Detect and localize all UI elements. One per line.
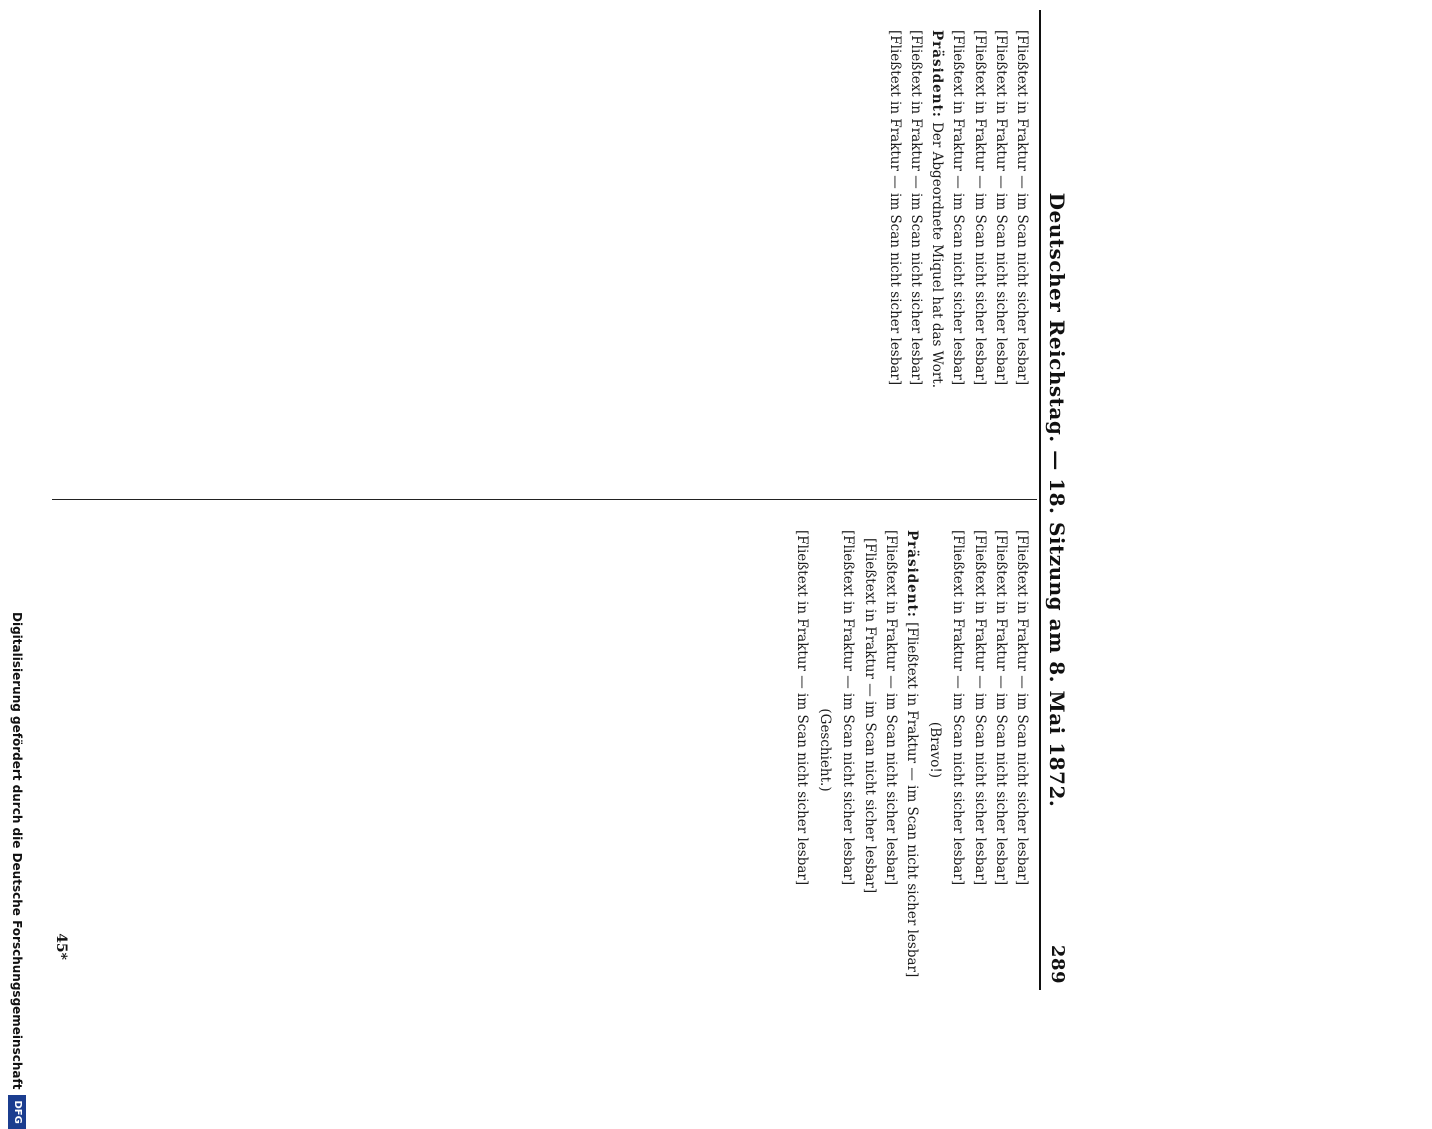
paragraph: [Fließtext in Fraktur — im Scan nicht sicher lesbar] [950, 30, 967, 386]
stage-note: (Geschieht.) [817, 708, 834, 792]
speaker-line [927, 12, 946, 488]
scanned-page [40, 0, 1085, 1000]
president-text: [Fließtext in Fraktur — im Scan nicht sicher lesbar] [903, 622, 920, 978]
paragraph: [Fließtext in Fraktur — im Scan nicht sicher lesbar] [1014, 530, 1030, 886]
applause-note: (Bravo!) [927, 721, 944, 779]
motion-text: [Fließtext in Fraktur — im Scan nicht sicher lesbar] [861, 538, 878, 894]
president-label: Präsident: [903, 530, 920, 618]
column-divider [52, 499, 1037, 500]
sheet-signature: 45* [53, 933, 69, 960]
running-head-title: Deutscher Reichstag. — 18. Sitzung am 8. Mai 1872. [1045, 192, 1069, 808]
paragraph: [Fließtext in Fraktur — im Scan nicht sicher lesbar] [971, 30, 988, 386]
vote-call: [Fließtext in Fraktur — im Scan nicht sicher lesbar] [840, 530, 857, 886]
speaker-label: Präsident: [929, 30, 946, 118]
page-number: 289 [1047, 944, 1068, 984]
running-head [1045, 10, 1077, 990]
paragraph: [Fließtext in Fraktur — im Scan nicht sicher lesbar] [886, 30, 903, 386]
paragraph: [Fließtext in Fraktur — im Scan nicht sicher lesbar] [971, 530, 988, 886]
dfg-logo-icon: DFG [8, 1095, 26, 1128]
paragraph: [Fließtext in Fraktur — im Scan nicht sicher lesbar] [950, 530, 967, 886]
paragraph: [Fließtext in Fraktur — im Scan nicht sicher lesbar] [1014, 30, 1030, 386]
president-line [902, 512, 921, 988]
header-rule [1039, 10, 1041, 990]
digitization-credit [6, 612, 28, 1124]
paragraph: [Fließtext in Fraktur — im Scan nicht sicher lesbar] [992, 30, 1009, 386]
paragraph: [Fließtext in Fraktur — im Scan nicht sicher lesbar] [907, 30, 924, 386]
paragraph: [Fließtext in Fraktur — im Scan nicht sicher lesbar] [992, 530, 1009, 886]
vote-result: [Fließtext in Fraktur — im Scan nicht sicher lesbar] [793, 530, 810, 886]
motion-intro: [Fließtext in Fraktur — im Scan nicht sicher lesbar] [882, 530, 899, 886]
credit-text: Digitalisierung gefördert durch die Deutsche Forschungsgemeinschaft [10, 612, 24, 1090]
left-column [883, 12, 1031, 488]
speaker-text: Der Abgeordnete Miquel hat das Wort. [929, 122, 946, 389]
right-column [790, 512, 1031, 988]
